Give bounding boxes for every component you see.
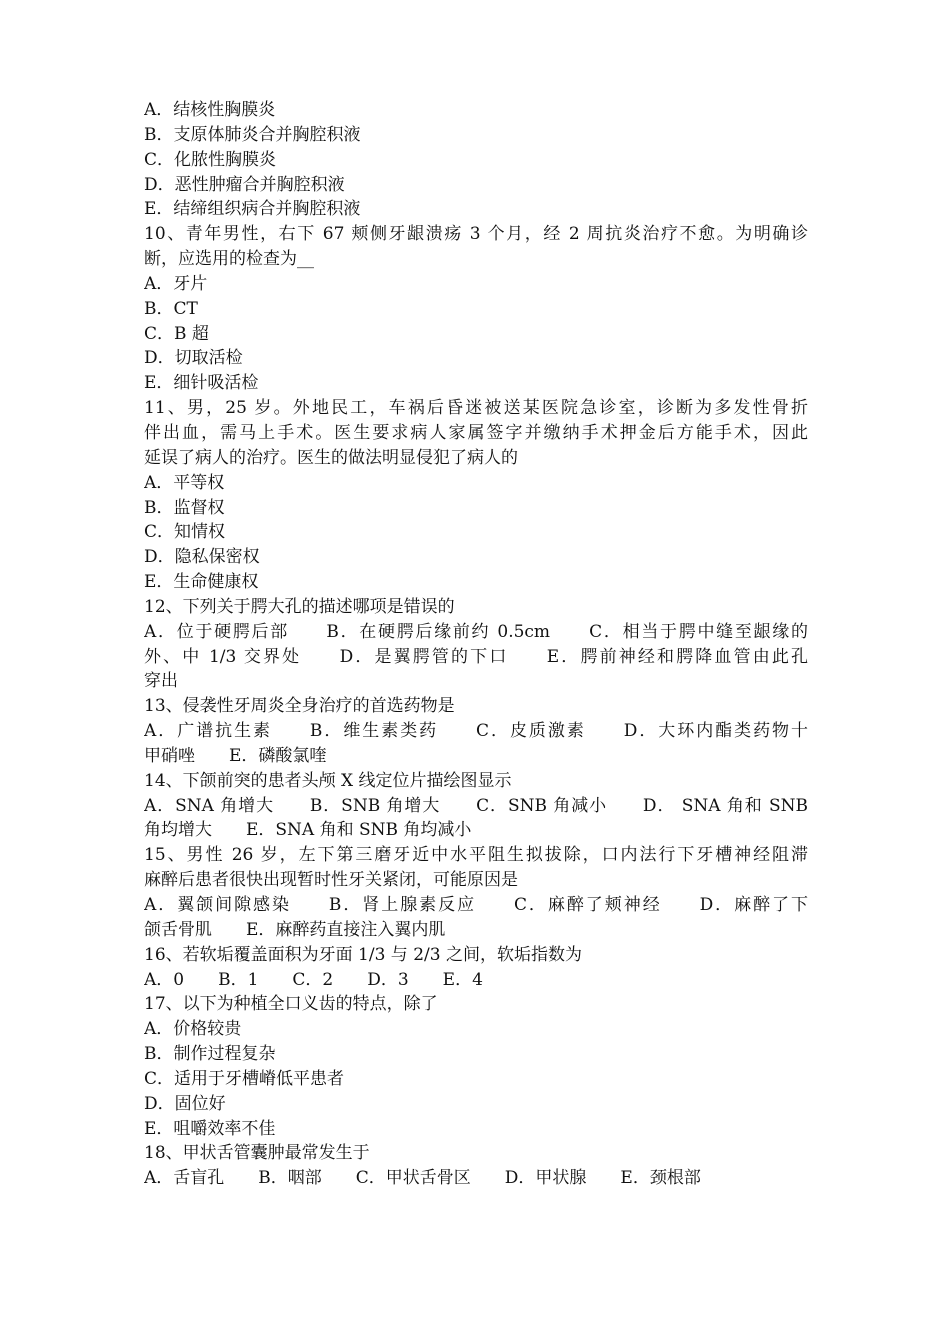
question-15-options-line-2: 颌舌骨肌 E．麻醉药直接注入翼内肌 bbox=[144, 919, 446, 940]
question-18-options: A．舌盲孔 B．咽部 C．甲状舌骨区 D．甲状腺 E．颈根部 bbox=[144, 1168, 701, 1189]
option-a-q9: A．结核性胸膜炎 bbox=[144, 100, 276, 120]
option-c-q11: C．知情权 bbox=[144, 522, 226, 543]
option-d-q17: D．固位好 bbox=[144, 1093, 226, 1114]
option-e-q9: E．结缔组织病合并胸腔积液 bbox=[144, 199, 361, 220]
question-10-stem-line-1: 10、青年男性，右下 67 颊侧牙龈溃疡 3 个月，经 2 周抗炎治疗不愈。为明确诊 bbox=[144, 224, 808, 245]
option-b-q9: B．支原体肺炎合并胸腔积液 bbox=[144, 124, 361, 145]
option-b-q17: B．制作过程复杂 bbox=[144, 1044, 276, 1065]
question-11-stem-line-3: 延误了病人的治疗。医生的做法明显侵犯了病人的 bbox=[144, 447, 518, 468]
question-15-options-line-1: A．翼颌间隙感染 B．肾上腺素反应 C．麻醉了颊神经 D．麻醉了下 bbox=[144, 895, 808, 915]
question-14-options-line-1: A．SNA 角增大 B．SNB 角增大 C．SNB 角减小 D． SNA 角和 SNB bbox=[144, 795, 808, 816]
option-b-q10: B．CT bbox=[144, 298, 198, 319]
option-a-q10: A．牙片 bbox=[144, 273, 208, 294]
option-c-q10: C．B 超 bbox=[144, 323, 209, 344]
question-14-stem: 14、下颌前突的患者头颅 X 线定位片描绘图显示 bbox=[144, 770, 512, 791]
question-10-stem-line-2: 断，应选用的检查为__ bbox=[144, 249, 314, 270]
option-d-q10: D．切取活检 bbox=[144, 348, 243, 369]
question-13-options-line-2: 甲硝唑 E．磷酸氯喹 bbox=[144, 745, 327, 766]
option-e-q10: E．细针吸活检 bbox=[144, 373, 259, 394]
question-15-stem-line-2: 麻醉后患者很快出现暂时性牙关紧闭，可能原因是 bbox=[144, 870, 518, 891]
question-11-stem-line-2: 伴出血，需马上手术。医生要求病人家属签字并缴纳手术押金后方能手术，因此 bbox=[144, 422, 808, 443]
option-c-q9: C．化脓性胸膜炎 bbox=[144, 149, 277, 170]
question-12-options-line-3: 穿出 bbox=[144, 671, 178, 692]
option-c-q17: C．适用于牙槽嵴低平患者 bbox=[144, 1068, 345, 1089]
question-16-stem: 16、若软垢覆盖面积为牙面 1/3 与 2/3 之间，软垢指数为 bbox=[144, 944, 582, 965]
question-12-options-line-1: A．位于硬腭后部 B．在硬腭后缘前约 0.5cm C．相当于腭中缝至龈缘的 bbox=[144, 621, 808, 642]
question-12-options-line-2: 外、中 1/3 交界处 D．是翼腭管的下口 E．腭前神经和腭降血管由此孔 bbox=[144, 646, 808, 667]
question-15-stem-line-1: 15、男性 26 岁，左下第三磨牙近中水平阻生拟拔除，口内法行下牙槽神经阻滞 bbox=[144, 845, 808, 866]
option-d-q9: D．恶性肿瘤合并胸腔积液 bbox=[144, 174, 345, 195]
question-14-options-line-2: 角均增大 E．SNA 角和 SNB 角均减小 bbox=[144, 820, 472, 841]
option-d-q11: D．隐私保密权 bbox=[144, 547, 260, 568]
question-11-stem-line-1: 11、男，25 岁。外地民工，车祸后昏迷被送某医院急诊室，诊断为多发性骨折 bbox=[144, 398, 808, 419]
question-12-stem: 12、下列关于腭大孔的描述哪项是错误的 bbox=[144, 596, 455, 617]
option-b-q11: B．监督权 bbox=[144, 497, 225, 518]
option-a-q17: A．价格较贵 bbox=[144, 1019, 242, 1040]
option-a-q11: A．平等权 bbox=[144, 472, 225, 493]
question-13-options-line-1: A．广谱抗生素 B．维生素类药 C．皮质激素 D．大环内酯类药物十 bbox=[144, 721, 808, 742]
question-17-stem: 17、以下为种植全口义齿的特点，除了 bbox=[144, 994, 438, 1015]
question-18-stem: 18、甲状舌管囊肿最常发生于 bbox=[144, 1143, 370, 1164]
question-13-stem: 13、侵袭性牙周炎全身治疗的首选药物是 bbox=[144, 696, 455, 717]
exam-question-page bbox=[144, 98, 808, 1191]
option-e-q17: E．咀嚼效率不佳 bbox=[144, 1118, 276, 1139]
option-e-q11: E．生命健康权 bbox=[144, 572, 259, 593]
question-16-options: A．0 B．1 C．2 D．3 E．4 bbox=[144, 969, 483, 990]
